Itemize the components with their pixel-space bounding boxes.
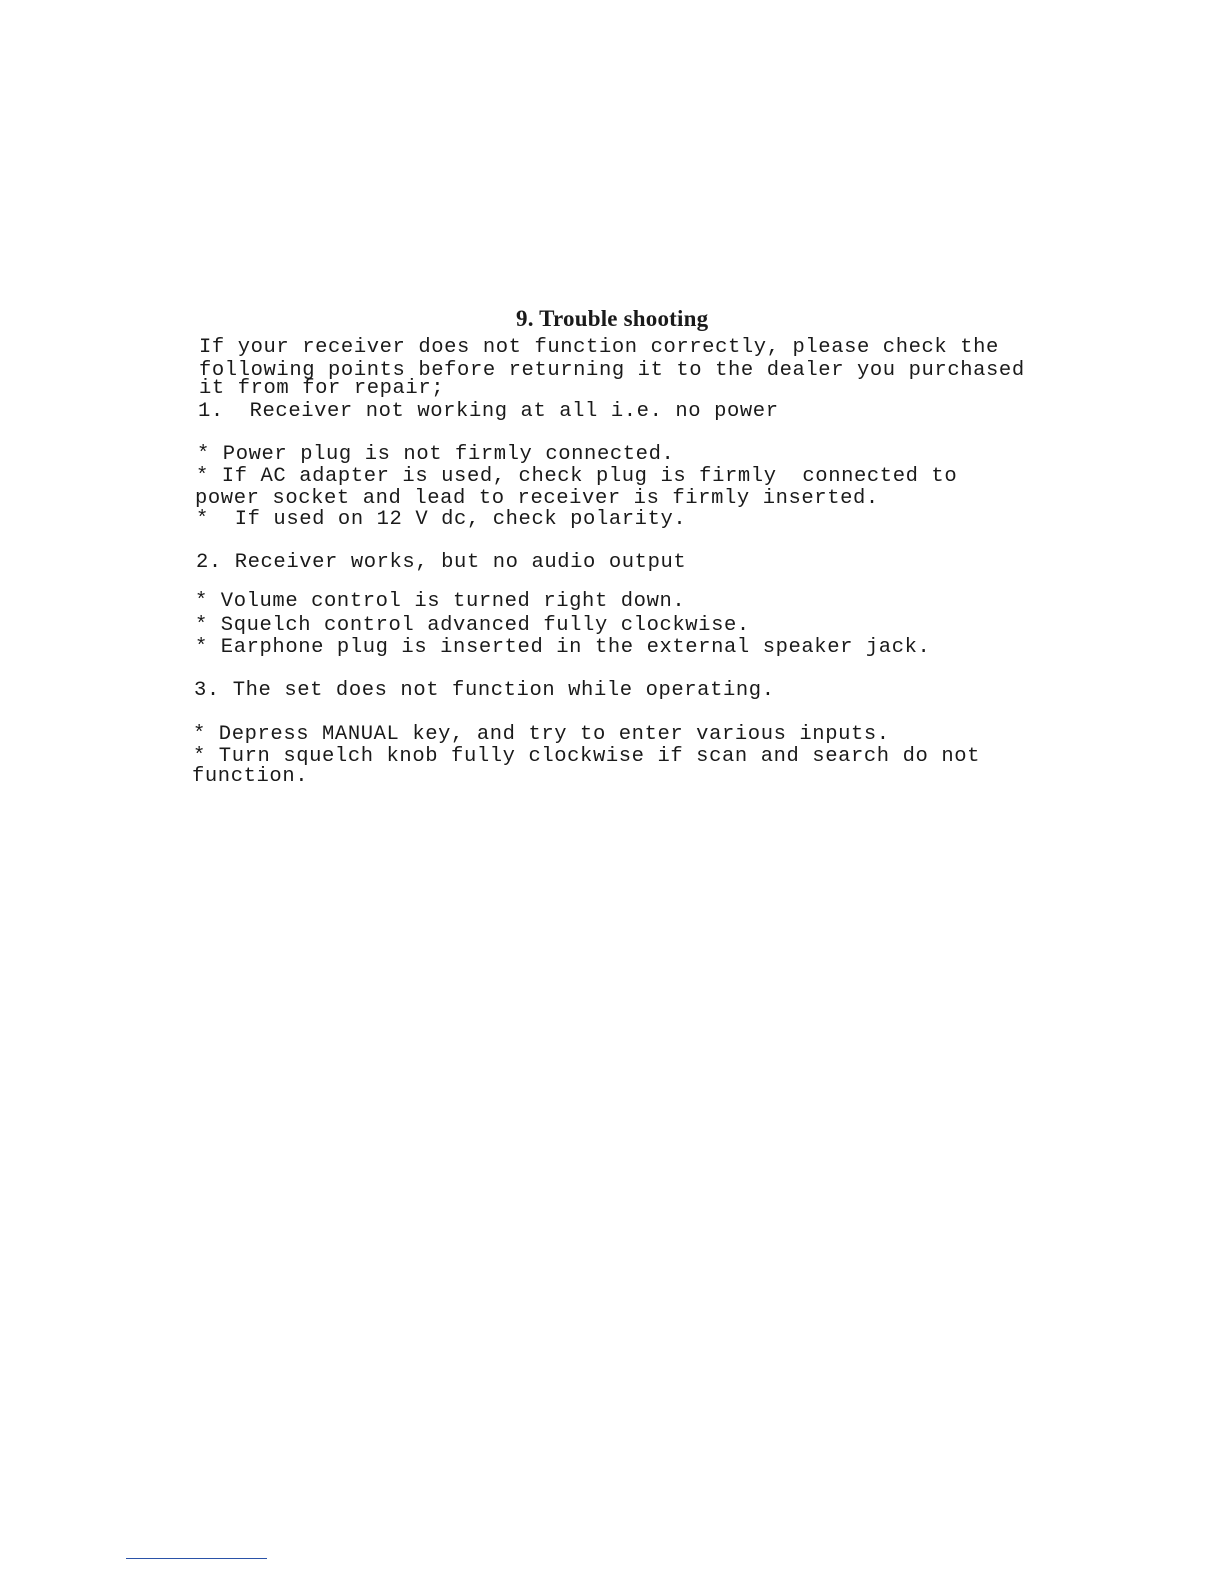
item-3-point-1: * Depress MANUAL key, and try to enter various inputs. [193, 723, 890, 746]
item-2-point-1: * Volume control is turned right down. [195, 590, 686, 613]
intro-line-2: following points before returning it to the dealer you purchased [199, 359, 1025, 382]
intro-line-1: If your receiver does not function correctly, please check the [199, 336, 999, 359]
item-3-point-2-cont: function. [192, 765, 309, 788]
item-3-heading: 3. The set does not function while operating. [194, 679, 775, 702]
section-title: 9. Trouble shooting [516, 306, 709, 331]
item-2-point-2: * Squelch control advanced fully clockwise. [195, 614, 750, 637]
item-3-point-2: * Turn squelch knob fully clockwise if scan and search do not [193, 745, 981, 768]
item-1-point-1: * Power plug is not firmly connected. [197, 443, 675, 466]
item-1-point-2-cont: power socket and lead to receiver is firmly inserted. [195, 487, 879, 510]
item-2-heading: 2. Receiver works, but no audio output [196, 551, 687, 574]
item-1-heading: 1. Receiver not working at all i.e. no power [198, 400, 779, 423]
footer-rule [126, 1558, 267, 1559]
item-2-point-3: * Earphone plug is inserted in the external speaker jack. [195, 636, 931, 659]
intro-line-3: it from for repair; [199, 377, 445, 400]
item-1-point-3: * If used on 12 V dc, check polarity. [196, 508, 687, 531]
item-1-point-2: * If AC adapter is used, check plug is firmly connected to [196, 465, 958, 488]
